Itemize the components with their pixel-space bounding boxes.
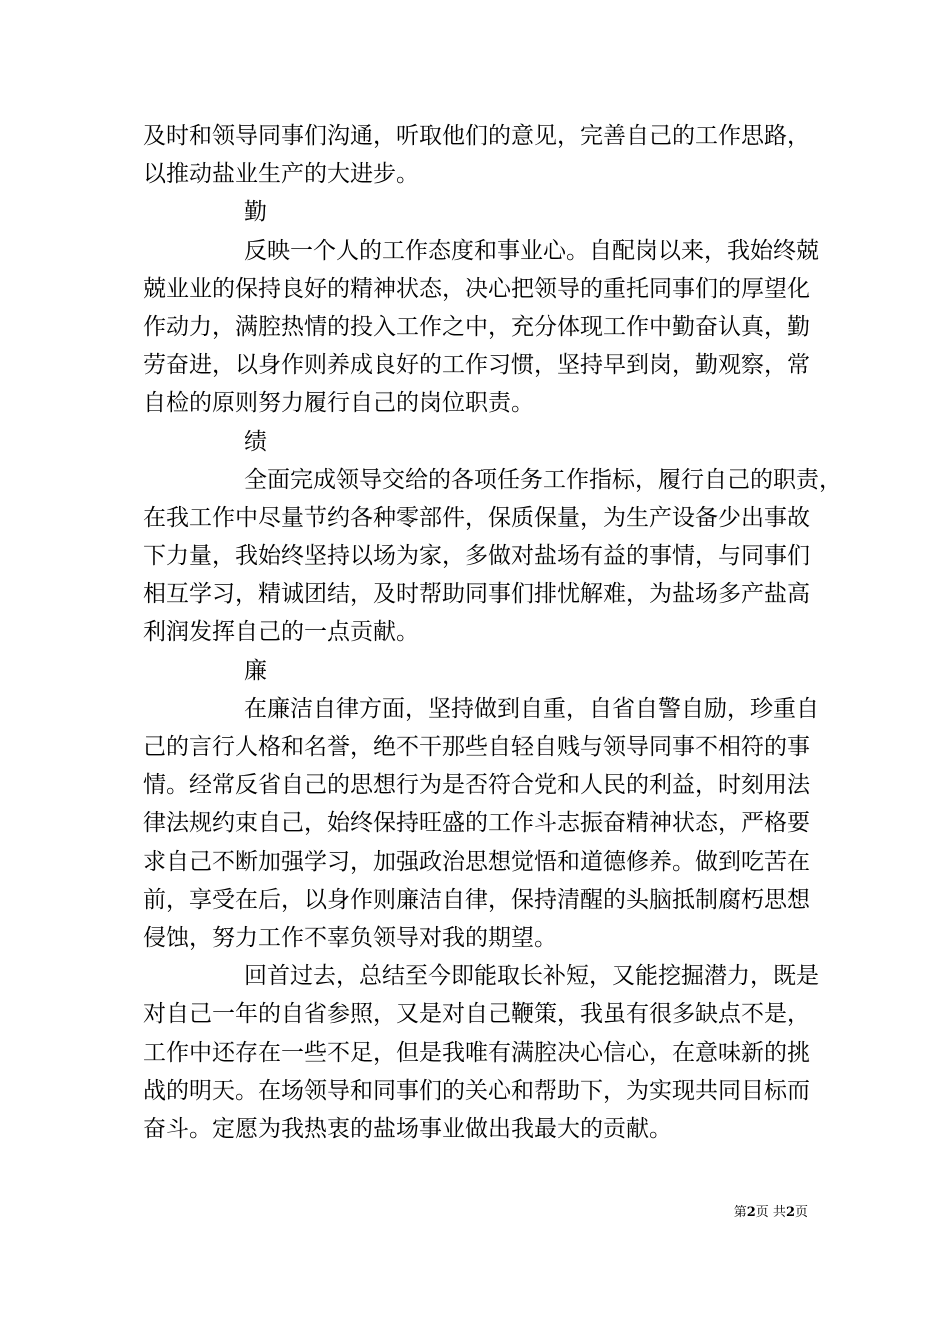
body-line: 反映一个人的工作态度和事业心。自配岗以来，我始终兢 [244, 237, 819, 264]
body-line: 以推动盐业生产的大进步。 [143, 161, 419, 188]
body-line: 求自己不断加强学习，加强政治思想觉悟和道德修养。做到吃苦在 [143, 848, 810, 875]
body-line: 奋斗。定愿为我热衷的盐场事业做出我最大的贡献。 [143, 1115, 672, 1142]
body-line: 及时和领导同事们沟通，听取他们的意见，完善自己的工作思路， [143, 123, 810, 149]
footer-suffix: 页 [794, 1205, 808, 1220]
body-line: 全面完成领导交给的各项任务工作指标，履行自己的职责， [244, 466, 842, 493]
body-line: 回首过去，总结至今即能取长补短，又能挖掘潜力，既是 [244, 963, 819, 990]
page-footer [0, 1204, 808, 1222]
section-heading-lian: 廉 [244, 657, 267, 684]
body-line: 己的言行人格和名誉，绝不干那些自轻自贱与领导同事不相符的事 [143, 734, 810, 760]
body-line: 在我工作中尽量节约各种零部件，保质保量，为生产设备少出事故 [143, 504, 810, 531]
body-line: 对自己一年的自省参照，又是对自己鞭策，我虽有很多缺点不是， [143, 1001, 810, 1028]
footer-prefix: 第 [733, 1205, 747, 1220]
body-line: 前，享受在后，以身作则廉洁自律，保持清醒的头脑抵制腐朽思想 [143, 886, 810, 913]
footer-current-page: 2 [746, 1205, 756, 1220]
section-heading-ji: 绩 [244, 428, 267, 455]
body-line: 情。经常反省自己的思想行为是否符合党和人民的利益，时刻用法 [143, 772, 810, 799]
body-line: 在廉洁自律方面，坚持做到自重，自省自警自励，珍重自 [244, 695, 819, 722]
body-line: 战的明天。在场领导和同事们的关心和帮助下，为实现共同目标而 [143, 1077, 810, 1104]
footer-total-pages: 2 [785, 1205, 795, 1220]
document-body [143, 117, 842, 1148]
body-line: 自检的原则努力履行自己的岗位职责。 [143, 390, 534, 417]
body-line: 下力量，我始终坚持以场为家，多做对盐场有益的事情，与同事们 [143, 543, 810, 570]
body-line: 利润发挥自己的一点贡献。 [143, 619, 419, 646]
body-line: 律法规约束自己，始终保持旺盛的工作斗志振奋精神状态，严格要 [143, 810, 810, 837]
body-line: 工作中还存在一些不足，但是我唯有满腔决心信心，在意味新的挑 [143, 1039, 810, 1066]
body-line: 侵蚀，努力工作不辜负领导对我的期望。 [143, 924, 557, 951]
body-line: 作动力，满腔热情的投入工作之中，充分体现工作中勤奋认真，勤 [143, 313, 810, 340]
body-line: 劳奋进，以身作则养成良好的工作习惯，坚持早到岗，勤观察，常 [143, 352, 810, 379]
section-heading-qin: 勤 [244, 199, 267, 226]
footer-middle: 页 共 [755, 1205, 786, 1220]
body-line: 兢业业的保持良好的精神状态，决心把领导的重托同事们的厚望化 [143, 275, 810, 302]
body-line: 相互学习，精诚团结，及时帮助同事们排忧解难，为盐场多产盐高 [143, 581, 810, 608]
